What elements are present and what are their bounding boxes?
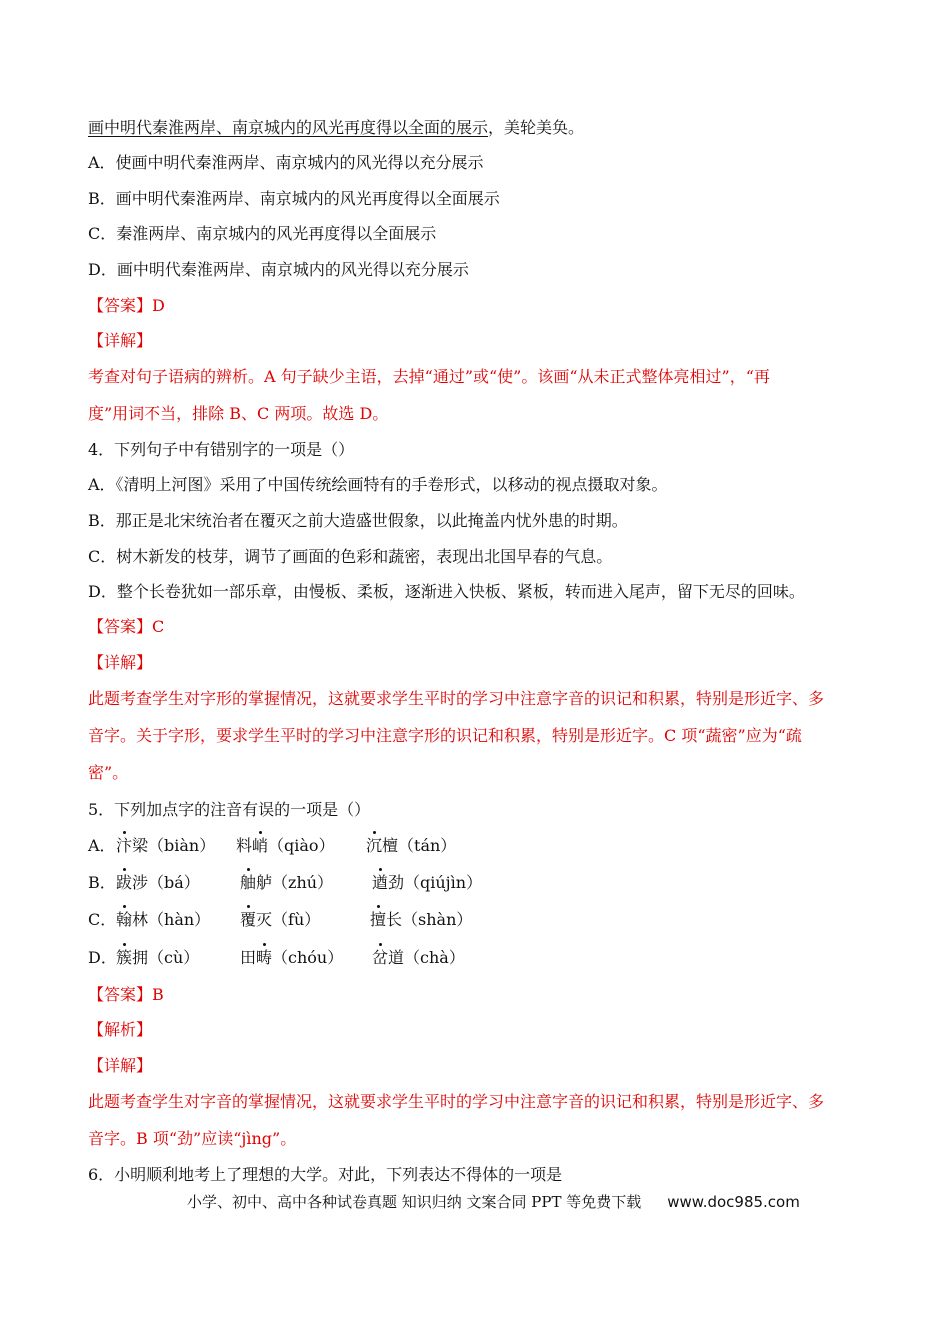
question-6-stem: 6．小明顺利地考上了理想的大学。对此，下列表达不得体的一项是 xyxy=(88,1165,563,1184)
option-letter: C． xyxy=(88,910,117,929)
option-word: 跋涉（bá） xyxy=(116,873,200,892)
option-letter: A． xyxy=(88,836,116,855)
option-c: C．秦淮两岸、南京城内的风光再度得以全面展示 xyxy=(88,224,437,243)
dotted-char: 翰 xyxy=(116,910,133,929)
explanation-label: 【详解】 xyxy=(88,1056,153,1075)
answer-label: 【答案】C xyxy=(88,617,165,636)
option-a: A．使画中明代秦淮两岸、南京城内的风光得以充分展示 xyxy=(88,153,484,172)
footer-url[interactable]: www.doc985.com xyxy=(667,1193,800,1211)
option-a: A．《清明上河图》采用了中国传统绘画特有的手卷形式，以移动的视点摄取对象。 xyxy=(88,475,668,494)
question-3-stem-end xyxy=(88,118,584,138)
explanation-text: 此题考查学生对字形的掌握情况，这就要求学生平时的学习中注意字音的识记和积累，特别是形近字、多 xyxy=(88,689,825,708)
option-word: 簇拥（cù） xyxy=(116,948,200,967)
question-4-stem: 4．下列句子中有错别字的一项是（） xyxy=(88,440,355,459)
option-d: D．整个长卷犹如一部乐章，由慢板、柔板，逐渐进入快板、紧板，转而进入尾声，留下无尽的回味。 xyxy=(88,582,805,601)
option-word: 岔道（chà） xyxy=(372,948,465,967)
answer-label: 【答案】D xyxy=(88,296,165,315)
explanation-text: 密”。 xyxy=(88,763,129,782)
option-b: B．那正是北宋统治者在覆灭之前大造盛世假象，以此掩盖内忧外患的时期。 xyxy=(88,511,628,530)
dotted-char: 畴 xyxy=(256,948,273,967)
option-word: 沉檀（tán） xyxy=(366,836,457,855)
explanation-text: 此题考查学生对字音的掌握情况，这就要求学生平时的学习中注意字音的识记和积累，特别是形近字、多 xyxy=(88,1092,825,1111)
option-d: D．画中明代秦淮两岸、南京城内的风光得以充分展示 xyxy=(88,260,469,279)
explanation-label: 【详解】 xyxy=(88,653,153,672)
answer-label: 【答案】B xyxy=(88,985,164,1004)
dotted-char: 峭 xyxy=(252,836,269,855)
explanation-label: 【详解】 xyxy=(88,331,153,350)
option-word: 擅长（shàn） xyxy=(370,910,473,929)
page-footer xyxy=(187,1192,800,1212)
option-letter: D． xyxy=(88,948,117,967)
footer-text: 小学、初中、高中各种试卷真题 知识归纳 文案合同 PPT 等免费下载 xyxy=(187,1193,642,1211)
explanation-text: 度”用词不当，排除 B、C 两项。故选 D。 xyxy=(88,404,389,423)
dotted-char: 覆 xyxy=(240,910,257,929)
option-letter: B． xyxy=(88,873,116,892)
option-word: 田畴（chóu） xyxy=(240,948,344,967)
dotted-char: 岔 xyxy=(372,948,389,967)
analysis-label: 【解析】 xyxy=(88,1020,153,1039)
option-word: 汴梁（biàn） xyxy=(116,836,216,855)
explanation-text: 考查对句子语病的辨析。A 句子缺少主语，去掉“通过”或“使”。该画“从未正式整体亮相过”，“再 xyxy=(88,367,770,386)
sentence-tail: ，美轮美奂。 xyxy=(488,118,585,137)
dotted-char: 簇 xyxy=(116,948,133,967)
dotted-char: 跋 xyxy=(116,873,133,892)
question-5-stem: 5．下列加点字的注音有误的一项是（） xyxy=(88,800,371,819)
underlined-sentence: 画中明代秦淮两岸、南京城内的风光再度得以全面的展示 xyxy=(88,118,489,137)
option-word: 舳舻（zhú） xyxy=(240,873,334,892)
dotted-char: 遒 xyxy=(372,873,389,892)
option-word: 遒劲（qiújìn） xyxy=(372,873,483,892)
option-b: B．画中明代秦淮两岸、南京城内的风光再度得以全面展示 xyxy=(88,189,500,208)
dotted-char: 沉 xyxy=(366,836,383,855)
dotted-char: 汴 xyxy=(116,836,133,855)
option-c: C．树木新发的枝芽，调节了画面的色彩和蔬密，表现出北国早春的气息。 xyxy=(88,547,613,566)
option-word: 翰林（hàn） xyxy=(116,910,211,929)
explanation-text: 音字。关于字形，要求学生平时的学习中注意字形的识记和积累，特别是形近字。C 项“蔬密”应为“疏 xyxy=(88,726,802,745)
dotted-char: 擅 xyxy=(370,910,387,929)
dotted-char: 舳 xyxy=(240,873,257,892)
explanation-text: 音字。B 项“劲”应读“jìng”。 xyxy=(88,1129,297,1148)
option-word: 料峭（qiào） xyxy=(236,836,335,855)
option-word: 覆灭（fù） xyxy=(240,910,321,929)
